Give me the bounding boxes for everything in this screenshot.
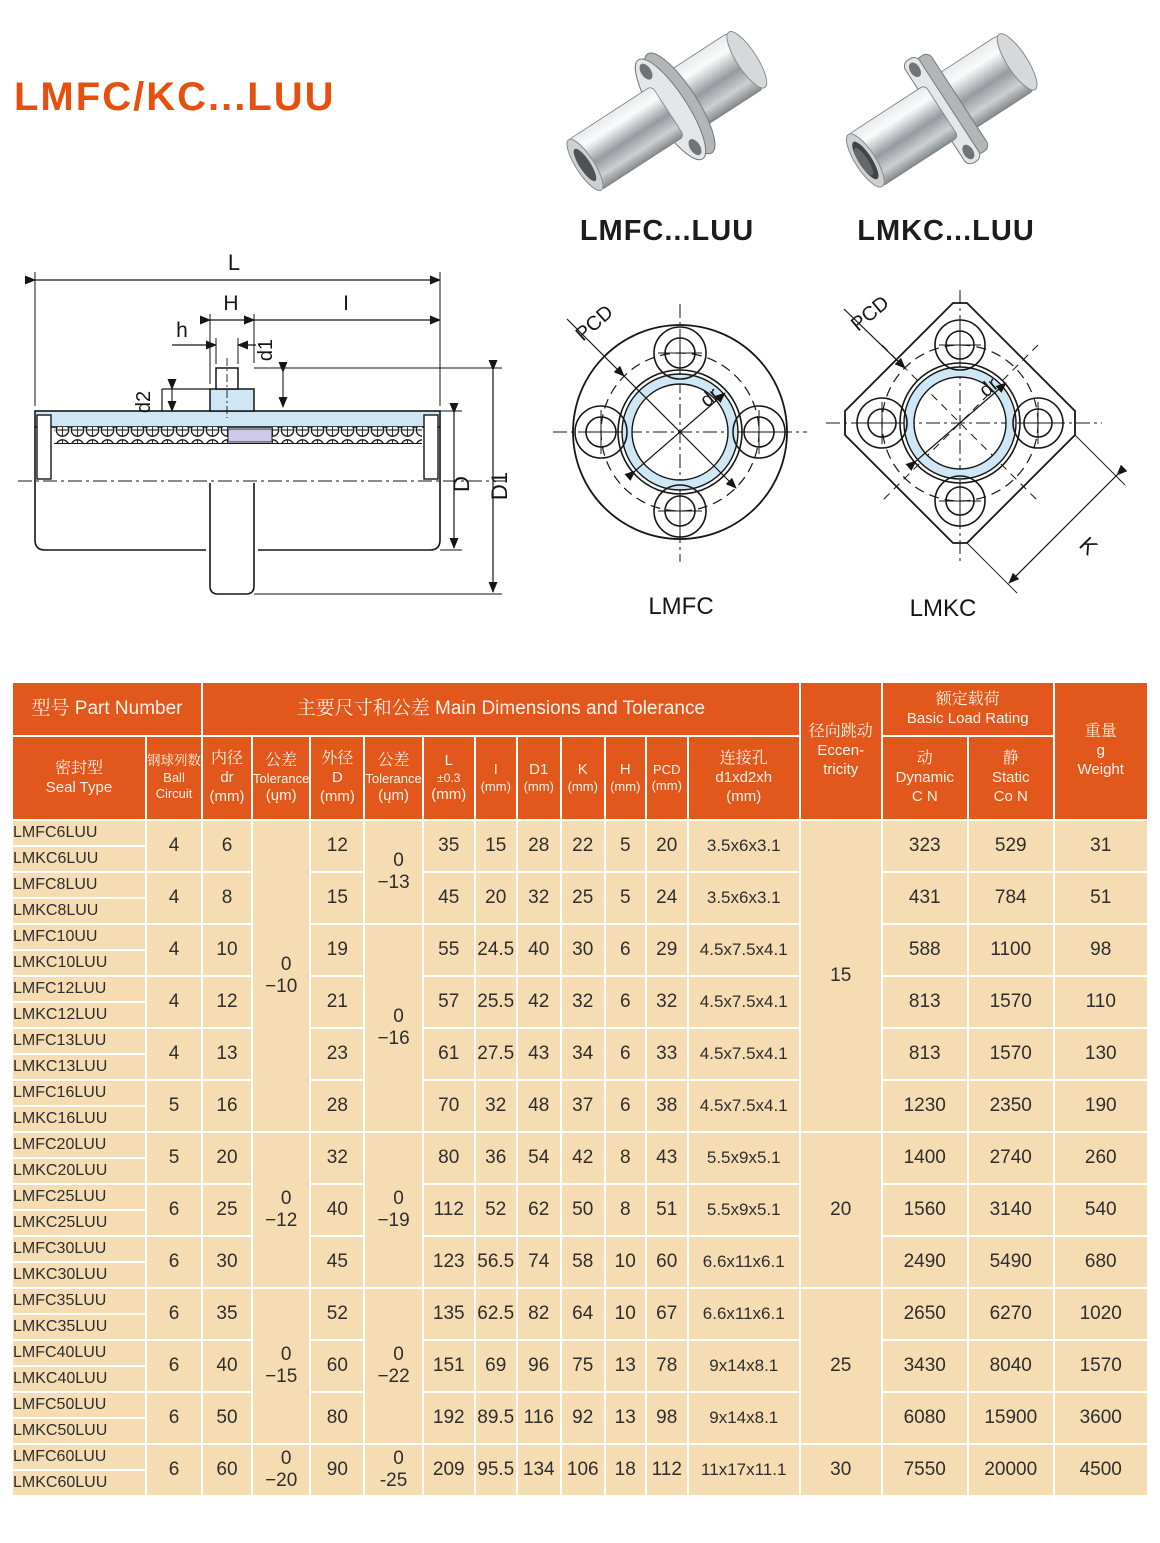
cell-D1: 54 xyxy=(518,1133,560,1183)
cell-K: 42 xyxy=(562,1133,604,1183)
lmfc-product-photo xyxy=(548,8,786,213)
header-row-1 xyxy=(13,683,1147,735)
svg-text:H: H xyxy=(223,292,239,315)
svg-text:K: K xyxy=(1074,531,1103,560)
cell-PCD: 24 xyxy=(647,873,687,923)
table-row xyxy=(13,821,1147,845)
cell-PCD: 78 xyxy=(647,1341,687,1391)
cell-K: 64 xyxy=(562,1289,604,1339)
cell-dynamic: 7550 xyxy=(883,1445,967,1495)
cell-dynamic: 1400 xyxy=(883,1133,967,1183)
cell-part: LMFC20LUU xyxy=(13,1133,145,1157)
section-drawing xyxy=(10,246,515,661)
cell-static: 2740 xyxy=(969,1133,1053,1183)
header-dr: 内径 dr (mm) xyxy=(203,737,251,819)
cell-weight: 260 xyxy=(1055,1133,1147,1183)
cell-part: LMKC20LUU xyxy=(13,1159,145,1183)
page-title: LMFC/KC...LUU xyxy=(14,75,336,119)
cell-dynamic: 431 xyxy=(883,873,967,923)
cell-H: 6 xyxy=(606,1081,645,1131)
cell-dr: 50 xyxy=(203,1393,251,1443)
cell-D-tolerance: 0 −19 xyxy=(365,1133,421,1287)
svg-text:PCD: PCD xyxy=(847,291,894,336)
cell-dr: 12 xyxy=(203,977,251,1027)
cell-dr: 35 xyxy=(203,1289,251,1339)
header-static-load: 静 Static Co N xyxy=(969,737,1053,819)
cell-H: 6 xyxy=(606,1029,645,1079)
cell-H: 6 xyxy=(606,925,645,975)
cell-static: 784 xyxy=(969,873,1053,923)
cell-connecting-hole: 4.5x7.5x4.1 xyxy=(689,1081,799,1131)
cell-D: 60 xyxy=(311,1341,363,1391)
cell-I: 36 xyxy=(476,1133,516,1183)
cell-part: LMKC13LUU xyxy=(13,1055,145,1079)
cell-dr-tolerance: 0 −10 xyxy=(253,821,309,1131)
cell-weight: 51 xyxy=(1055,873,1147,923)
cell-L: 61 xyxy=(424,1029,474,1079)
cell-connecting-hole: 11x17x11.1 xyxy=(689,1445,799,1495)
cell-K: 50 xyxy=(562,1185,604,1235)
cell-L: 45 xyxy=(424,873,474,923)
cell-D-tolerance: 0 −13 xyxy=(365,821,421,923)
cell-part: LMFC40LUU xyxy=(13,1341,145,1365)
cell-part: LMFC30LUU xyxy=(13,1237,145,1261)
lmkc-photo-label: LMKC...LUU xyxy=(857,215,1035,247)
cell-part: LMFC12LUU xyxy=(13,977,145,1001)
cell-D1: 74 xyxy=(518,1237,560,1287)
svg-text:I: I xyxy=(343,292,349,315)
cell-dynamic: 6080 xyxy=(883,1393,967,1443)
cell-K: 22 xyxy=(562,821,604,871)
cell-D1: 82 xyxy=(518,1289,560,1339)
cell-D: 21 xyxy=(311,977,363,1027)
cell-PCD: 112 xyxy=(647,1445,687,1495)
cell-PCD: 33 xyxy=(647,1029,687,1079)
cell-part: LMKC8LUU xyxy=(13,899,145,923)
cell-part: LMKC35LUU xyxy=(13,1315,145,1339)
cell-part: LMFC60LUU xyxy=(13,1445,145,1469)
cell-dr: 60 xyxy=(203,1445,251,1495)
cell-ball: 6 xyxy=(147,1445,201,1495)
cell-dynamic: 1230 xyxy=(883,1081,967,1131)
header-H: H (mm) xyxy=(606,737,645,819)
cell-connecting-hole: 4.5x7.5x4.1 xyxy=(689,977,799,1027)
cell-H: 10 xyxy=(606,1237,645,1287)
cell-D1: 134 xyxy=(518,1445,560,1495)
lmkc-front-view xyxy=(820,276,1160,638)
header-load-rating: 额定载荷 Basic Load Rating xyxy=(883,683,1053,735)
cell-PCD: 38 xyxy=(647,1081,687,1131)
cell-L: 192 xyxy=(424,1393,474,1443)
cell-static: 1570 xyxy=(969,1029,1053,1079)
header-I: I (mm) xyxy=(476,737,516,819)
cell-K: 30 xyxy=(562,925,604,975)
lmkc-product-photo xyxy=(832,12,1060,212)
cell-D: 23 xyxy=(311,1029,363,1079)
table-row xyxy=(13,1445,1147,1469)
cell-ball: 4 xyxy=(147,1029,201,1079)
header-main-dimensions: 主要尺寸和公差 Main Dimensions and Tolerance xyxy=(203,683,799,735)
cell-K: 32 xyxy=(562,977,604,1027)
cell-K: 75 xyxy=(562,1341,604,1391)
table-row xyxy=(13,873,1147,897)
cell-static: 15900 xyxy=(969,1393,1053,1443)
cell-I: 56.5 xyxy=(476,1237,516,1287)
cell-part: LMKC10LUU xyxy=(13,951,145,975)
cell-PCD: 29 xyxy=(647,925,687,975)
cell-PCD: 20 xyxy=(647,821,687,871)
cell-dr: 25 xyxy=(203,1185,251,1235)
cell-part: LMFC6LUU xyxy=(13,821,145,845)
cell-D1: 32 xyxy=(518,873,560,923)
header-K: K (mm) xyxy=(562,737,604,819)
cell-K: 34 xyxy=(562,1029,604,1079)
header-L: L ±0.3 (mm) xyxy=(424,737,474,819)
cell-H: 8 xyxy=(606,1185,645,1235)
lmfc-front-view xyxy=(535,282,835,632)
cell-ball: 5 xyxy=(147,1081,201,1131)
cell-H: 5 xyxy=(606,821,645,871)
cell-part: LMKC40LUU xyxy=(13,1367,145,1391)
table-row xyxy=(13,925,1147,949)
cell-I: 52 xyxy=(476,1185,516,1235)
cell-L: 55 xyxy=(424,925,474,975)
cell-D: 32 xyxy=(311,1133,363,1183)
cell-connecting-hole: 3.5x6x3.1 xyxy=(689,873,799,923)
cell-connecting-hole: 4.5x7.5x4.1 xyxy=(689,1029,799,1079)
cell-static: 529 xyxy=(969,821,1053,871)
cell-ball: 4 xyxy=(147,977,201,1027)
cell-H: 13 xyxy=(606,1341,645,1391)
cell-ball: 6 xyxy=(147,1393,201,1443)
table-row xyxy=(13,1341,1147,1365)
cell-L: 57 xyxy=(424,977,474,1027)
cell-dr-tolerance: 0 −20 xyxy=(253,1445,309,1495)
header-PCD: PCD (mm) xyxy=(647,737,687,819)
cell-H: 10 xyxy=(606,1289,645,1339)
cell-L: 123 xyxy=(424,1237,474,1287)
cell-weight: 31 xyxy=(1055,821,1147,871)
cell-static: 20000 xyxy=(969,1445,1053,1495)
spec-table xyxy=(11,681,1149,1497)
cell-ball: 4 xyxy=(147,925,201,975)
cell-D: 12 xyxy=(311,821,363,871)
cell-weight: 130 xyxy=(1055,1029,1147,1079)
cell-I: 24.5 xyxy=(476,925,516,975)
cell-D-tolerance: 0 −22 xyxy=(365,1289,421,1443)
svg-text:LMFC: LMFC xyxy=(648,593,714,620)
cell-connecting-hole: 9x14x8.1 xyxy=(689,1393,799,1443)
cell-D-tolerance: 0 −16 xyxy=(365,925,421,1131)
cell-eccentricity: 15 xyxy=(801,821,881,1131)
lmfc-photo-label: LMFC...LUU xyxy=(579,215,755,247)
cell-D: 45 xyxy=(311,1237,363,1287)
cell-part: LMKC50LUU xyxy=(13,1419,145,1443)
cell-part: LMKC30LUU xyxy=(13,1263,145,1287)
table-row xyxy=(13,1289,1147,1313)
cell-D: 90 xyxy=(311,1445,363,1495)
cell-weight: 1020 xyxy=(1055,1289,1147,1339)
cell-ball: 6 xyxy=(147,1237,201,1287)
cell-L: 70 xyxy=(424,1081,474,1131)
table-row xyxy=(13,977,1147,1001)
cell-eccentricity: 25 xyxy=(801,1289,881,1443)
svg-text:L: L xyxy=(227,250,241,275)
cell-static: 6270 xyxy=(969,1289,1053,1339)
cell-static: 1570 xyxy=(969,977,1053,1027)
cell-part: LMKC6LUU xyxy=(13,847,145,871)
cell-K: 58 xyxy=(562,1237,604,1287)
cell-D1: 43 xyxy=(518,1029,560,1079)
cell-D: 52 xyxy=(311,1289,363,1339)
table-row xyxy=(13,1393,1147,1417)
cell-connecting-hole: 5.5x9x5.1 xyxy=(689,1133,799,1183)
cell-D1: 28 xyxy=(518,821,560,871)
cell-dr: 30 xyxy=(203,1237,251,1287)
cell-K: 106 xyxy=(562,1445,604,1495)
cell-part: LMKC12LUU xyxy=(13,1003,145,1027)
cell-part: LMFC50LUU xyxy=(13,1393,145,1417)
header-part-number: 型号 Part Number xyxy=(13,683,201,735)
cell-eccentricity: 30 xyxy=(801,1445,881,1495)
cell-dr: 10 xyxy=(203,925,251,975)
header-dynamic-load: 动 Dynamic C N xyxy=(883,737,967,819)
cell-static: 5490 xyxy=(969,1237,1053,1287)
cell-D1: 42 xyxy=(518,977,560,1027)
cell-D1: 48 xyxy=(518,1081,560,1131)
header-seal-type: 密封型 Seal Type xyxy=(13,737,145,819)
table-row xyxy=(13,1133,1147,1157)
cell-PCD: 60 xyxy=(647,1237,687,1287)
cell-L: 35 xyxy=(424,821,474,871)
cell-part: LMKC60LUU xyxy=(13,1471,145,1495)
cell-dynamic: 2650 xyxy=(883,1289,967,1339)
cell-H: 8 xyxy=(606,1133,645,1183)
header-row-2 xyxy=(13,737,1147,819)
table-row xyxy=(13,1185,1147,1209)
cell-weight: 540 xyxy=(1055,1185,1147,1235)
cell-connecting-hole: 4.5x7.5x4.1 xyxy=(689,925,799,975)
cell-ball: 4 xyxy=(147,821,201,871)
cell-K: 92 xyxy=(562,1393,604,1443)
cell-L: 209 xyxy=(424,1445,474,1495)
cell-dr: 16 xyxy=(203,1081,251,1131)
table-row xyxy=(13,1081,1147,1105)
cell-D: 80 xyxy=(311,1393,363,1443)
cell-ball: 6 xyxy=(147,1289,201,1339)
cell-connecting-hole: 6.6x11x6.1 xyxy=(689,1237,799,1287)
cell-static: 1100 xyxy=(969,925,1053,975)
cell-D1: 62 xyxy=(518,1185,560,1235)
header-D1: D1 (mm) xyxy=(518,737,560,819)
cell-connecting-hole: 9x14x8.1 xyxy=(689,1341,799,1391)
cell-dr: 40 xyxy=(203,1341,251,1391)
cell-weight: 98 xyxy=(1055,925,1147,975)
cell-dr: 6 xyxy=(203,821,251,871)
svg-text:d2: d2 xyxy=(133,390,155,414)
cell-part: LMFC10UU xyxy=(13,925,145,949)
cell-dynamic: 813 xyxy=(883,977,967,1027)
cell-K: 37 xyxy=(562,1081,604,1131)
cell-weight: 4500 xyxy=(1055,1445,1147,1495)
cell-L: 112 xyxy=(424,1185,474,1235)
cell-part: LMFC13LUU xyxy=(13,1029,145,1053)
cell-I: 15 xyxy=(476,821,516,871)
cell-L: 135 xyxy=(424,1289,474,1339)
cell-L: 80 xyxy=(424,1133,474,1183)
cell-D: 28 xyxy=(311,1081,363,1131)
cell-dr: 8 xyxy=(203,873,251,923)
cell-D: 40 xyxy=(311,1185,363,1235)
cell-weight: 680 xyxy=(1055,1237,1147,1287)
cell-D1: 40 xyxy=(518,925,560,975)
svg-text:D1: D1 xyxy=(487,471,512,501)
cell-part: LMFC16LUU xyxy=(13,1081,145,1105)
cell-I: 95.5 xyxy=(476,1445,516,1495)
cell-D: 15 xyxy=(311,873,363,923)
cell-eccentricity: 20 xyxy=(801,1133,881,1287)
cell-part: LMFC8LUU xyxy=(13,873,145,897)
cell-dynamic: 2490 xyxy=(883,1237,967,1287)
cell-ball: 6 xyxy=(147,1341,201,1391)
cell-part: LMFC25LUU xyxy=(13,1185,145,1209)
cell-part: LMKC16LUU xyxy=(13,1107,145,1131)
cell-I: 32 xyxy=(476,1081,516,1131)
cell-PCD: 51 xyxy=(647,1185,687,1235)
header-D-tolerance: 公差 Tolerance (ųm) xyxy=(365,737,421,819)
svg-text:PCD: PCD xyxy=(571,301,618,346)
cell-dynamic: 588 xyxy=(883,925,967,975)
cell-dr-tolerance: 0 −12 xyxy=(253,1133,309,1287)
cell-K: 25 xyxy=(562,873,604,923)
cell-part: LMFC35LUU xyxy=(13,1289,145,1313)
cell-D: 19 xyxy=(311,925,363,975)
cell-PCD: 67 xyxy=(647,1289,687,1339)
header-dr-tolerance: 公差 Tolerance (ųm) xyxy=(253,737,309,819)
header-ball-circuit: 钢球列数 Ball Circuit xyxy=(147,737,201,819)
cell-weight: 3600 xyxy=(1055,1393,1147,1443)
svg-text:h: h xyxy=(176,319,188,342)
cell-PCD: 43 xyxy=(647,1133,687,1183)
cell-ball: 6 xyxy=(147,1185,201,1235)
cell-dr: 20 xyxy=(203,1133,251,1183)
cell-H: 18 xyxy=(606,1445,645,1495)
cell-dynamic: 813 xyxy=(883,1029,967,1079)
cell-ball: 5 xyxy=(147,1133,201,1183)
cell-weight: 1570 xyxy=(1055,1341,1147,1391)
header-connecting-hole: 连接孔 d1xd2xh (mm) xyxy=(689,737,799,819)
cell-dynamic: 1560 xyxy=(883,1185,967,1235)
cell-connecting-hole: 3.5x6x3.1 xyxy=(689,821,799,871)
svg-text:dr: dr xyxy=(975,373,1003,402)
cell-dr: 13 xyxy=(203,1029,251,1079)
header-eccentricity: 径向跳动 Eccen- tricity xyxy=(801,683,881,819)
cell-I: 25.5 xyxy=(476,977,516,1027)
cell-dynamic: 323 xyxy=(883,821,967,871)
cell-I: 89.5 xyxy=(476,1393,516,1443)
cell-PCD: 32 xyxy=(647,977,687,1027)
table-row xyxy=(13,1029,1147,1053)
cell-connecting-hole: 6.6x11x6.1 xyxy=(689,1289,799,1339)
cell-I: 62.5 xyxy=(476,1289,516,1339)
header-D: 外径 D (mm) xyxy=(311,737,363,819)
cell-connecting-hole: 5.5x9x5.1 xyxy=(689,1185,799,1235)
cell-I: 20 xyxy=(476,873,516,923)
svg-text:d1: d1 xyxy=(255,338,277,362)
cell-D1: 96 xyxy=(518,1341,560,1391)
cell-static: 8040 xyxy=(969,1341,1053,1391)
cell-ball: 4 xyxy=(147,873,201,923)
cell-D1: 116 xyxy=(518,1393,560,1443)
cell-dr-tolerance: 0 −15 xyxy=(253,1289,309,1443)
cell-I: 69 xyxy=(476,1341,516,1391)
svg-text:D: D xyxy=(449,476,474,492)
cell-weight: 110 xyxy=(1055,977,1147,1027)
cell-PCD: 98 xyxy=(647,1393,687,1443)
cell-L: 151 xyxy=(424,1341,474,1391)
cell-dynamic: 3430 xyxy=(883,1341,967,1391)
cell-H: 13 xyxy=(606,1393,645,1443)
cell-static: 3140 xyxy=(969,1185,1053,1235)
svg-text:dr: dr xyxy=(696,383,724,412)
cell-I: 27.5 xyxy=(476,1029,516,1079)
cell-weight: 190 xyxy=(1055,1081,1147,1131)
cell-static: 2350 xyxy=(969,1081,1053,1131)
header-weight: 重量 g Weight xyxy=(1055,683,1147,819)
table-row xyxy=(13,1237,1147,1261)
svg-text:LMKC: LMKC xyxy=(909,595,977,622)
cell-H: 5 xyxy=(606,873,645,923)
cell-part: LMKC25LUU xyxy=(13,1211,145,1235)
cell-D-tolerance: 0 -25 xyxy=(365,1445,421,1495)
cell-H: 6 xyxy=(606,977,645,1027)
